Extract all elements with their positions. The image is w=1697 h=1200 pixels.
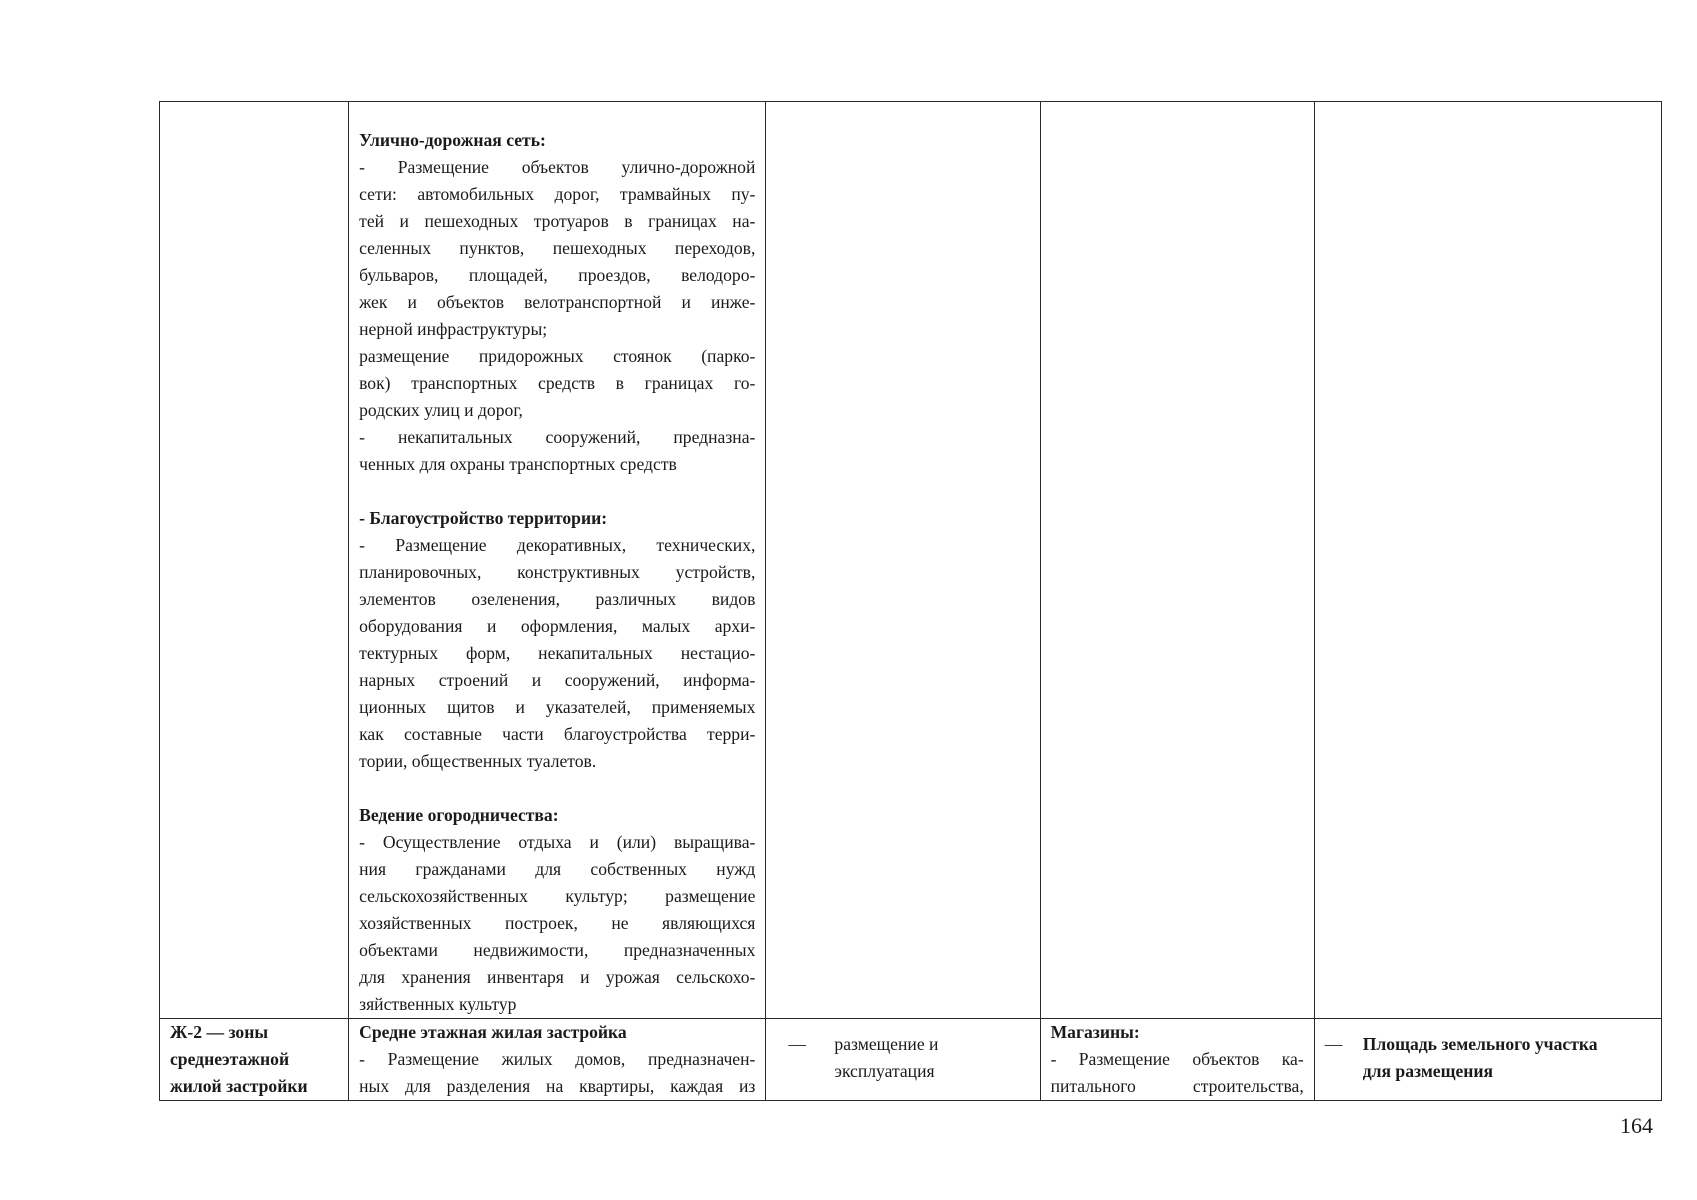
table-row [160,102,1662,1019]
use-description-line: - Размещение объектов ка- [1050,1049,1304,1069]
dash-item-line: эксплуатация [834,1061,935,1081]
use-description-line: объектами недвижимости, предназначенных [359,940,756,960]
table-cell-parameters [1314,1019,1661,1101]
dash-item-line: для размещения [1362,1061,1494,1081]
table-cell-zone-empty [160,102,349,1019]
zone-name-line: среднеэтажной [170,1049,290,1069]
page-number: 164 [1620,1113,1653,1138]
use-description-line: сети: автомобильных дорог, трамвайных пу- [359,184,756,204]
use-description-line: нерной инфраструктуры; [359,319,548,339]
use-heading: Улично-дорожная сеть: [359,130,546,150]
permitted-uses-text [349,102,765,1018]
document-sheet [159,101,1662,1101]
use-description-line: хозяйственных построек, не являющихся [359,913,756,933]
use-description-line: родских улиц и дорог, [359,400,523,420]
use-description-line: оборудования и оформления, малых архи- [359,616,756,636]
table-cell-empty [766,102,1040,1019]
use-heading: - Благоустройство территории: [359,508,608,528]
zone-name [160,1019,348,1100]
shops-text [1041,1019,1314,1100]
use-description-line: элементов озеленения, различных видов [359,589,756,609]
use-heading: Средне этажная жилая застройка [359,1022,627,1042]
table-cell-conditional-uses [766,1019,1040,1101]
em-dash: — [1324,1034,1343,1054]
use-description-line: ния гражданами для собственных нужд [359,859,756,879]
zoning-table [159,101,1662,1101]
use-description-line: сельскохозяйственных культур; размещение [359,886,756,906]
table-cell-zone [160,1019,349,1101]
dash-item [1325,1031,1651,1085]
use-description-line: для хранения инвентаря и урожая сельскохо- [359,967,756,987]
table-cell-empty [1040,102,1314,1019]
use-description-line: ченных для охраны транспортных средств [359,454,677,474]
dash-item-text [1363,1031,1598,1085]
table-cell-empty [1314,102,1661,1019]
mid-rise-housing-text [349,1019,765,1100]
use-heading: Ведение огородничества: [359,805,559,825]
use-description-line: нарных строений и сооружений, информа- [359,670,756,690]
use-description-line: - Размещение декоративных, технических, [359,535,756,555]
dash-item-text [826,1031,938,1085]
table-cell-auxiliary-uses [1040,1019,1314,1101]
paragraph-gap [359,775,755,802]
conditional-uses-text [766,1019,1039,1085]
use-description-line: вок) транспортных средств в границах го- [359,373,756,393]
use-description-line: - некапитальных сооружений, предназна- [359,427,756,447]
use-description-line: зяйственных культур [359,994,517,1014]
table-cell-permitted-uses [349,1019,766,1101]
use-description-line: - Осуществление отдыха и (или) выращива- [359,832,756,852]
use-description-line: размещение придорожных стоянок (парко- [359,346,756,366]
zone-name-line: Ж-2 — зоны [170,1022,269,1042]
paragraph-gap [359,478,755,505]
table-row [160,1019,1662,1101]
use-description-line: тории, общественных туалетов. [359,751,597,771]
parameters-text [1315,1019,1661,1085]
use-description-line: селенных пунктов, пешеходных переходов, [359,238,756,258]
use-description-line: тей и пешеходных тротуаров в границах на- [359,211,756,231]
use-description-line: ционных щитов и указателей, применяемых [359,697,756,717]
use-description-line: питального строительства, [1050,1076,1304,1096]
use-description-line: как составные части благоустройства терри- [359,724,756,744]
use-description-line: жек и объектов велотранспортной и инже- [359,292,756,312]
zone-name-line: жилой застройки [170,1076,308,1096]
em-dash: — [788,1034,806,1054]
dash-item [776,1031,1029,1085]
table-cell-permitted-uses [349,102,766,1019]
use-description-line: - Размещение объектов улично-дорожной [359,157,756,177]
dash-item-line: Площадь земельного участка [1362,1034,1598,1054]
use-heading: Магазины: [1050,1022,1140,1042]
use-description-line: ных для разделения на квартиры, каждая из [359,1076,756,1096]
use-description-line: бульваров, площадей, проездов, велодоро- [359,265,756,285]
use-description-line: планировочных, конструктивных устройств, [359,562,756,582]
dash-item-line: размещение и [834,1034,939,1054]
use-description-line: - Размещение жилых домов, предназначен- [359,1049,756,1069]
use-description-line: тектурных форм, некапитальных нестацио- [359,643,756,663]
